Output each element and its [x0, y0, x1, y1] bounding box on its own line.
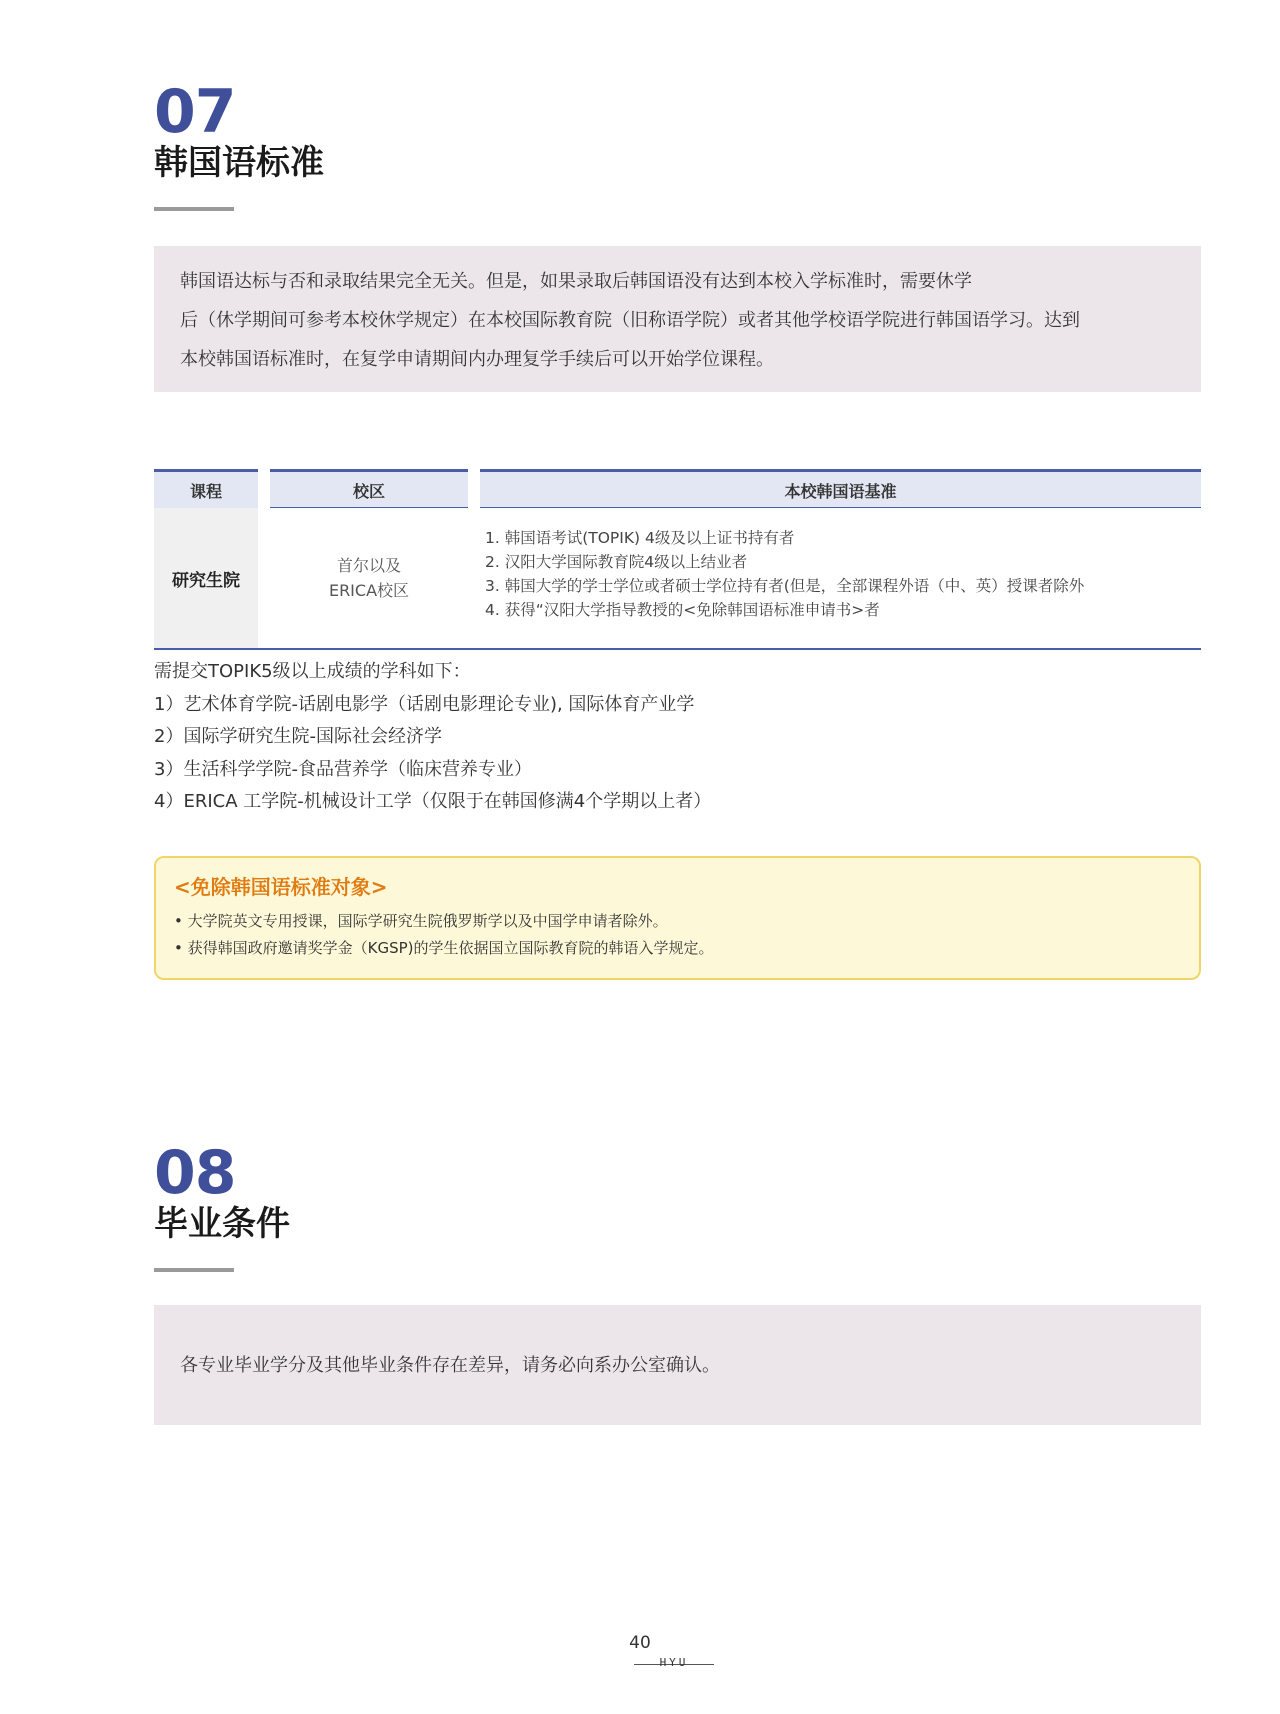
header-campus: 校区: [270, 469, 468, 508]
intro-panel: [154, 246, 1201, 392]
list-item: 4）ERICA 工学院-机械设计工学（仅限于在韩国修满4个学期以上者）: [154, 791, 712, 812]
intro-line: 韩国语达标与否和录取结果完全无关。但是，如果录取后韩国语没有达到本校入学标准时，需要休学: [180, 271, 972, 292]
intro-line: 本校韩国语标准时，在复学申请期间内办理复学手续后可以开始学位课程。: [180, 349, 774, 370]
list-item: 2）国际学研究生院-国际社会经济学: [154, 726, 442, 747]
header-criteria: 本校韩国语基准: [480, 469, 1201, 508]
exempt-title: <免除韩国语标准对象>: [174, 875, 388, 899]
korean-standard-table: [154, 469, 1201, 650]
header-course: 课程: [154, 469, 258, 508]
criteria-item: 1. 韩国语考试(TOPIK) 4级及以上证书持有者: [485, 529, 795, 547]
criteria-item: 2. 汉阳大学国际教育院4级以上结业者: [485, 553, 748, 571]
topik5-list: [154, 656, 1154, 819]
criteria-item: 3. 韩国大学的学士学位或者硕士学位持有者(但是，全部课程外语（中、英）授课者除外: [485, 577, 1085, 595]
graduation-panel: [154, 1305, 1201, 1425]
list-item: 1）艺术体育学院-话剧电影学（话剧电影理论专业), 国际体育产业学: [154, 693, 695, 715]
section-title: 韩国语标准: [154, 143, 324, 183]
exempt-item: • 获得韩国政府邀请奖学金（KGSP)的学生依据国立国际教育院的韩语入学规定。: [174, 939, 714, 957]
table-row: [154, 508, 1201, 648]
cell-course: 研究生院: [154, 508, 258, 648]
section-divider: [154, 1268, 234, 1272]
section-number: 08: [154, 1138, 236, 1208]
page-number: 40: [629, 1633, 651, 1653]
topik5-intro: 需提交TOPIK5级以上成绩的学科如下：: [154, 661, 471, 682]
list-item: 3）生活科学学院-食品营养学（临床营养专业）: [154, 758, 532, 780]
cell-criteria: [480, 508, 1201, 648]
section-divider: [154, 207, 234, 211]
section-title: 毕业条件: [154, 1204, 290, 1244]
intro-line: 后（休学期间可参考本校休学规定）在本校国际教育院（旧称语学院）或者其他学校语学院进行韩国语学习。达到: [180, 310, 1080, 331]
exempt-item: • 大学院英文专用授课，国际学研究生院俄罗斯学以及中国学申请者除外。: [174, 912, 668, 930]
section-number: 07: [154, 77, 236, 147]
exempt-box: [154, 856, 1201, 980]
campus-line: ERICA校区: [328, 581, 410, 600]
footer-brand: HYU: [659, 1656, 689, 1669]
table-bottom-rule: [154, 648, 1201, 650]
cell-campus: [270, 508, 468, 648]
campus-line: 首尔以及: [336, 556, 401, 575]
criteria-item: 4. 获得“汉阳大学指导教授的<免除韩国语标准申请书>者: [485, 601, 880, 619]
graduation-note: 各专业毕业学分及其他毕业条件存在差异，请务必向系办公室确认。: [180, 1354, 720, 1376]
